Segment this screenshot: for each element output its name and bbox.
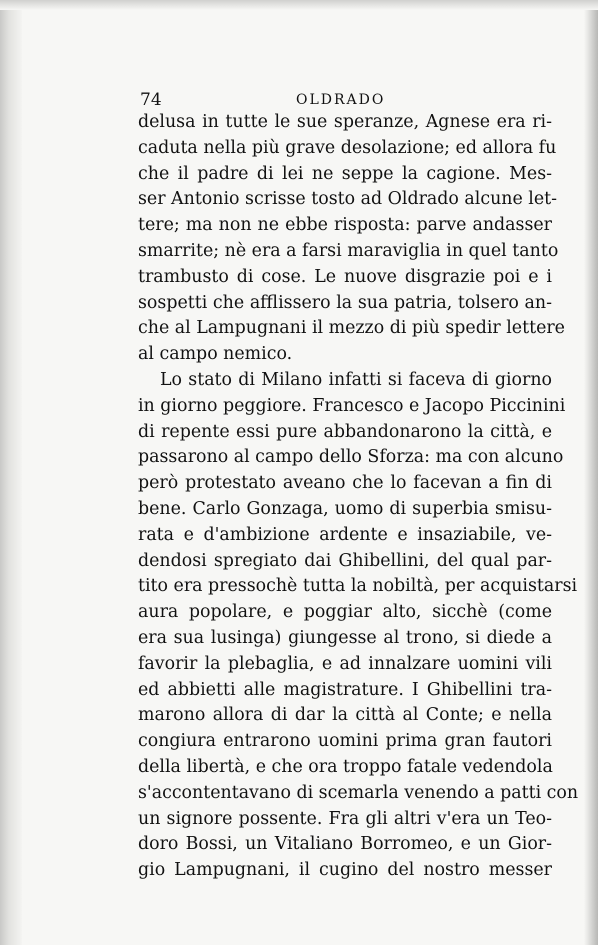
text-line: rata e d'ambizione ardente e insaziabile, ve-: [138, 524, 552, 545]
text-line: dendosi spregiato dai Ghibellini, del qual par-: [138, 550, 552, 571]
page-header: [140, 90, 552, 112]
text-line: bene. Carlo Gonzaga, uomo di superbia smisu-: [138, 498, 552, 519]
text-line: di repente essi pure abbandonarono la città, e: [138, 421, 552, 442]
text-line: delusa in tutte le sue speranze, Agnese era ri-: [138, 112, 552, 132]
text-line: doro Bossi, un Vitaliano Borromeo, e un Gior-: [138, 834, 552, 855]
body-text: [138, 110, 579, 884]
text-line: s'accontentavano di scemarla venendo a patti con: [138, 782, 579, 803]
text-line: della libertà, e che ora troppo fatale vedendola: [138, 756, 553, 777]
text-line: tere; ma non ne ebbe risposta: parve andasser: [138, 215, 552, 236]
text-line: favorir la plebaglia, e ad innalzare uomini vili: [138, 653, 552, 674]
text-line: Lo stato di Milano infatti si faceva di giorno: [160, 369, 552, 390]
text-line: congiura entrarono uomini prima gran fautori: [138, 731, 552, 752]
text-line: caduta nella più grave desolazione; ed allora fu: [138, 137, 557, 158]
text-line: era sua lusinga) giungesse al trono, si diede a: [138, 627, 552, 648]
text-line: ed abbietti alle magistrature. I Ghibellini tra-: [138, 679, 552, 700]
text-line: trambusto di cose. Le nuove disgrazie poi e i: [138, 266, 552, 287]
paragraph-1: [138, 110, 565, 368]
text-line: marono allora di dar la città al Conte; e nella: [138, 705, 552, 726]
text-line: tito era pressochè tutta la nobiltà, per acquistarsi: [138, 576, 578, 597]
text-line: aura popolare, e poggiar alto, sicchè (come: [138, 602, 552, 623]
text-line: gio Lampugnani, il cugino del nostro messer: [138, 860, 552, 881]
page-top-edge-shadow: [0, 0, 598, 10]
text-line: che il padre di lei ne seppe la cagione. Mes-: [138, 163, 552, 184]
text-line: passarono al campo dello Sforza: ma con alcuno: [138, 447, 564, 468]
text-line: che al Lampugnani il mezzo di più spedir lettere: [138, 318, 565, 339]
page-right-edge-shadow: [584, 0, 598, 945]
text-line: smarrite; nè era a farsi maraviglia in quel tanto: [138, 240, 559, 261]
page-left-edge-shadow: [0, 0, 22, 945]
text-line: un signore possente. Fra gli altri v'era un Teo-: [138, 808, 552, 829]
text-line: ser Antonio scrisse tosto ad Oldrado alcune let-: [138, 189, 558, 210]
text-line: sospetti che afflissero la sua patria, tolsero an-: [138, 292, 552, 313]
text-line: però protestato aveano che lo facevan a fin di: [138, 473, 552, 494]
running-title: OLDRADO: [296, 92, 386, 108]
paragraph-2: [138, 368, 579, 884]
text-line: al campo nemico.: [138, 344, 293, 365]
page-number: 74: [140, 90, 162, 110]
text-line: in giorno peggiore. Francesco e Jacopo Piccinini: [138, 395, 566, 416]
